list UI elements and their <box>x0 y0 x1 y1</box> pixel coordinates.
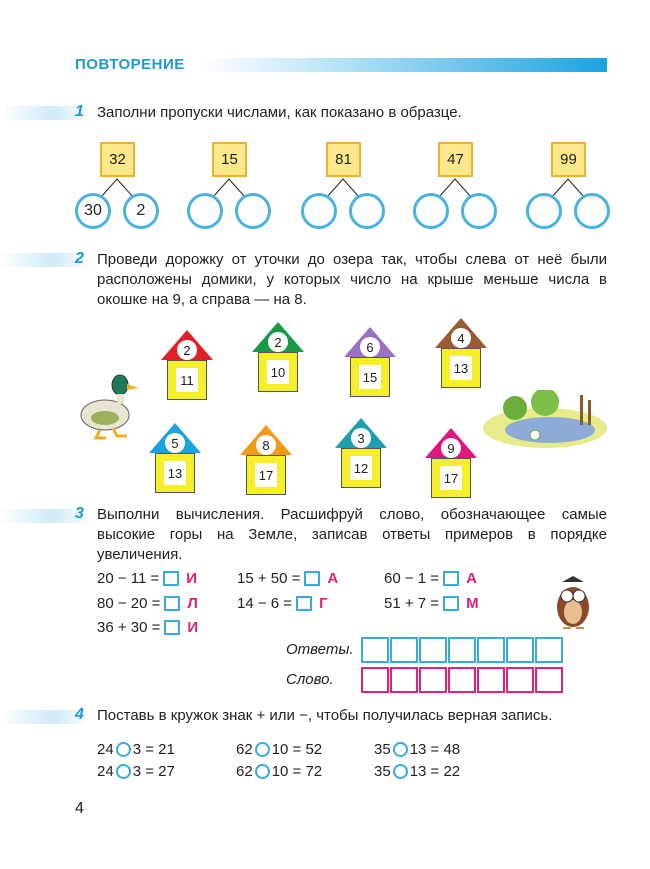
window-number: 13 <box>450 356 472 380</box>
example-letter: А <box>327 570 339 587</box>
page-number: 4 <box>75 800 84 817</box>
answer-circle-left[interactable] <box>187 193 223 229</box>
roof-number: 2 <box>177 340 197 360</box>
answer-circle-left[interactable] <box>301 193 337 229</box>
house-body <box>155 453 195 493</box>
task-number: 1 <box>75 103 84 120</box>
roof-number: 6 <box>360 337 380 357</box>
example-expression: 36 + 30 = <box>97 619 161 636</box>
window-number: 10 <box>267 360 289 384</box>
sign-equation <box>236 741 322 758</box>
answer-circle-right[interactable]: 2 <box>123 193 159 229</box>
house-body <box>258 352 298 392</box>
equation-rest: 13 = 22 <box>409 763 461 780</box>
sign-circle[interactable] <box>116 742 131 757</box>
word-grid <box>361 667 564 693</box>
example-letter: Г <box>319 595 328 612</box>
example <box>237 570 338 587</box>
duck-illustration <box>75 370 140 440</box>
house <box>335 418 387 493</box>
sign-circle[interactable] <box>255 764 270 779</box>
sign-circle[interactable] <box>255 742 270 757</box>
example <box>97 570 197 587</box>
answer-cell[interactable] <box>477 637 505 663</box>
operand: 62 <box>236 763 253 780</box>
header-bar <box>200 58 607 72</box>
answer-cell[interactable] <box>390 637 418 663</box>
sign-equation <box>374 763 460 780</box>
task-number: 2 <box>75 250 84 267</box>
equation-rest: 3 = 27 <box>132 763 175 780</box>
section-title: ПОВТОРЕНИЕ <box>75 56 185 73</box>
task-number: 4 <box>75 706 84 723</box>
house <box>252 322 304 397</box>
equation-rest: 10 = 72 <box>271 763 323 780</box>
answer-circle-left[interactable] <box>526 193 562 229</box>
roof-number: 9 <box>441 438 461 458</box>
roof-number: 3 <box>351 428 371 448</box>
answer-box[interactable] <box>163 571 179 586</box>
window-number: 17 <box>255 463 277 487</box>
roof-number: 8 <box>256 435 276 455</box>
task-text: Поставь в кружок знак + или −, чтобы получилась верная запись. <box>97 707 553 724</box>
answer-box[interactable] <box>296 596 312 611</box>
task-text: Заполни пропуски числами, как показано в образце. <box>97 104 462 121</box>
word-label: Слово. <box>286 671 334 688</box>
answers-label: Ответы. <box>286 641 354 658</box>
roof-number: 4 <box>451 328 471 348</box>
house <box>161 330 213 405</box>
example <box>237 595 328 612</box>
operand: 24 <box>97 741 114 758</box>
answer-box[interactable] <box>443 596 459 611</box>
example-expression: 15 + 50 = <box>237 570 301 587</box>
equation-rest: 13 = 48 <box>409 741 461 758</box>
sign-equation <box>236 763 322 780</box>
example-letter: И <box>186 570 198 587</box>
answer-box[interactable] <box>164 596 180 611</box>
roof-number: 5 <box>165 433 185 453</box>
operand: 35 <box>374 763 391 780</box>
example-expression: 14 − 6 = <box>237 595 293 612</box>
answer-cell[interactable] <box>419 637 447 663</box>
word-cell[interactable] <box>390 667 418 693</box>
example-expression: 51 + 7 = <box>384 595 440 612</box>
house <box>435 318 487 393</box>
example-letter: А <box>466 570 477 587</box>
window-number: 11 <box>176 368 198 392</box>
house-body <box>167 360 207 400</box>
example-expression: 60 − 1 = <box>384 570 440 587</box>
answer-circle-right[interactable] <box>235 193 271 229</box>
answer-circle-right[interactable] <box>349 193 385 229</box>
number-square: 99 <box>551 142 586 177</box>
house-body <box>246 455 286 495</box>
number-square: 15 <box>212 142 247 177</box>
lake-illustration <box>480 390 610 450</box>
house-body <box>431 458 471 498</box>
example-letter: М <box>466 595 479 612</box>
house <box>425 428 477 503</box>
sign-equation <box>97 763 175 780</box>
word-cell[interactable] <box>361 667 389 693</box>
roof-number: 2 <box>268 332 288 352</box>
sign-equation <box>374 741 460 758</box>
answer-box[interactable] <box>443 571 459 586</box>
example-letter: И <box>187 619 199 636</box>
example <box>97 595 198 612</box>
example-expression: 80 − 20 = <box>97 595 161 612</box>
number-square: 32 <box>100 142 135 177</box>
answer-cell[interactable] <box>361 637 389 663</box>
example <box>384 570 477 587</box>
operand: 24 <box>97 763 114 780</box>
answer-circle-left[interactable] <box>413 193 449 229</box>
sign-circle[interactable] <box>116 764 131 779</box>
house-body <box>341 448 381 488</box>
equation-rest: 3 = 21 <box>132 741 175 758</box>
task-number: 3 <box>75 505 84 522</box>
number-square: 47 <box>438 142 473 177</box>
house <box>240 425 292 500</box>
equation-rest: 10 = 52 <box>271 741 323 758</box>
house <box>149 423 201 498</box>
owl-illustration <box>548 572 598 632</box>
window-number: 17 <box>440 466 462 490</box>
example <box>97 619 198 636</box>
word-cell[interactable] <box>477 667 505 693</box>
task-text: Проведи дорожку от уточки до озера так, чтобы слева от неё были расположены домики, у которых число на крыше меньше числа в окошке на 9, а справа — на 8. <box>97 251 607 308</box>
answers-grid <box>361 637 564 663</box>
window-number: 12 <box>350 456 372 480</box>
example <box>384 595 479 612</box>
example-expression: 20 − 11 = <box>97 570 160 587</box>
word-cell[interactable] <box>506 667 534 693</box>
word-cell[interactable] <box>535 667 563 693</box>
operand: 62 <box>236 741 253 758</box>
sign-circle[interactable] <box>393 764 408 779</box>
operand: 35 <box>374 741 391 758</box>
example-letter: Л <box>187 595 198 612</box>
number-square: 81 <box>326 142 361 177</box>
answer-circle-left[interactable]: 30 <box>75 193 111 229</box>
answer-circle-right[interactable] <box>574 193 610 229</box>
answer-box[interactable] <box>164 620 180 635</box>
task-text: Выполни вычисления. Расшифруй слово, обозначающее самые высокие горы на Земле, записав ответы примеров в порядке увеличения. <box>97 506 607 563</box>
answer-circle-right[interactable] <box>461 193 497 229</box>
answer-cell[interactable] <box>535 637 563 663</box>
window-number: 15 <box>359 365 381 389</box>
answer-box[interactable] <box>304 571 320 586</box>
word-cell[interactable] <box>448 667 476 693</box>
house-body <box>441 348 481 388</box>
word-cell[interactable] <box>419 667 447 693</box>
house <box>344 327 396 402</box>
sign-circle[interactable] <box>393 742 408 757</box>
answer-cell[interactable] <box>506 637 534 663</box>
house-body <box>350 357 390 397</box>
window-number: 13 <box>164 461 186 485</box>
sign-equation <box>97 741 175 758</box>
answer-cell[interactable] <box>448 637 476 663</box>
